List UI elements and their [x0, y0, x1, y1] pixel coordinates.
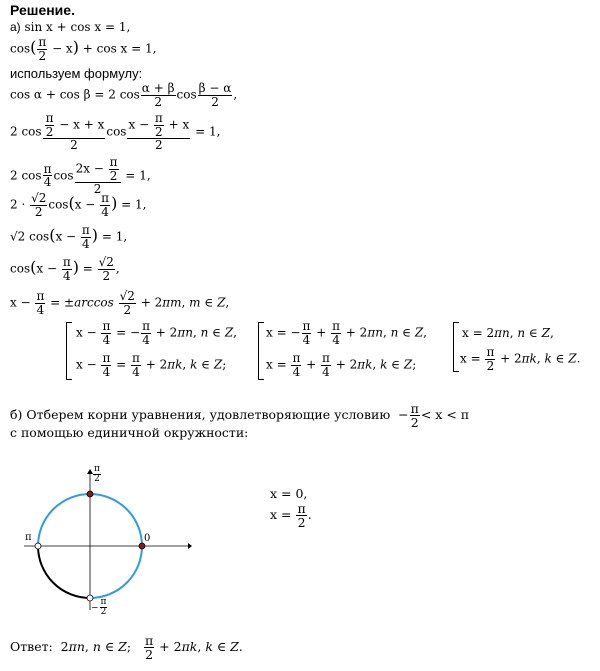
point-pi-half: [87, 491, 93, 497]
answer-line: Ответ: 2πn, n ∈ Z; $\frac{\pi}{2}$ + 2πk, k ∈ Z.: [10, 633, 243, 663]
x-axis-arrow: [188, 543, 192, 549]
system-1-line-2: x − $\frac{\pi}{4}$ = $\frac{\pi}{4}$ + 2πk, k ∈ Z;: [76, 351, 227, 379]
part-b-text: б) Отберем корни уравнения, удовлетворяющие условию: [10, 407, 391, 423]
root-zero: x = 0,: [270, 486, 308, 501]
root-pi-half: x = $\frac{\pi}{2}$ .: [270, 501, 312, 531]
label-minus-pi-half: − $\frac{\pi}{2}$: [91, 597, 107, 618]
label-pi: π: [25, 532, 32, 543]
system-bracket-3: [453, 322, 459, 372]
root-2-prefix: x =: [270, 507, 292, 523]
answer-label: Ответ:: [10, 639, 53, 655]
part-a-label: а): [10, 20, 21, 34]
label-pi-half: $\frac{\pi}{2}$: [94, 464, 100, 485]
system-2-line-1: x = − $\frac{\pi}{4}$ + $\frac{\pi}{4}$ + 2πn, n ∈ Z,: [266, 319, 427, 347]
part-b-line-2: с помощью единичной окружности:: [10, 425, 249, 440]
formula-intro: используем формулу:: [10, 66, 143, 81]
part-b-line-1: б) Отберем корни уравнения, удовлетворяющие условию − $\frac{\pi}{2}$ < x < π: [10, 401, 469, 431]
unit-circle-diagram: [20, 460, 200, 620]
solution-title: Решение.: [10, 2, 75, 18]
system-3-line-1: x = 2πn, n ∈ Z,: [462, 326, 554, 340]
label-zero: 0: [144, 533, 151, 544]
system-3-line-2: x = $\frac{\pi}{2}$ + 2πk, k ∈ Z.: [460, 345, 581, 373]
sum-to-product-formula: cos α + cos β = 2 cos $\frac{\alpha + \beta}{2}$ cos $\frac{\beta - \alpha}{2}$ ,: [10, 81, 238, 109]
system-2-line-2: x = $\frac{\pi}{4}$ + $\frac{\pi}{4}$ + 2πk, k ∈ Z;: [266, 351, 417, 379]
eq-line-1: [10, 20, 130, 34]
eq-line-6: 2 · $\frac{√2}{2}$ cos(x − $\frac{\pi}{4}$ ) = 1,: [10, 191, 147, 219]
eq-line-4: 2 cos $\frac{\pi}{2}$ − x + x 2 cos x − $\frac{\pi}{2}$ + x 2 = 1,: [10, 111, 221, 153]
point-pi-open: [35, 543, 41, 549]
system-bracket-2: [258, 322, 264, 380]
system-bracket-1: [66, 322, 72, 380]
eq-line-2: cos( $\frac{\pi}{2}$ − x) + cos x = 1,: [10, 35, 157, 63]
arc-excluded: [38, 546, 90, 598]
system-1-line-1: x − $\frac{\pi}{4}$ = − $\frac{\pi}{4}$ + 2πn, n ∈ Z,: [76, 319, 237, 347]
eq-line-7: √2 cos(x − $\frac{\pi}{4}$ ) = 1,: [10, 223, 128, 251]
eq-sin-cos: sin x + cos x = 1,: [24, 20, 131, 34]
eq-line-9: x − $\frac{\pi}{4}$ = ±arccos $\frac{√2}{2}$ + 2πm, m ∈ Z,: [10, 289, 230, 317]
eq-line-5: 2 cos $\frac{\pi}{4}$ cos 2x − $\frac{\pi}{2}$ 2 = 1,: [10, 155, 151, 197]
eq-line-8: cos(x − $\frac{\pi}{4}$ ) = $\frac{√2}{2}$ ,: [10, 255, 120, 283]
